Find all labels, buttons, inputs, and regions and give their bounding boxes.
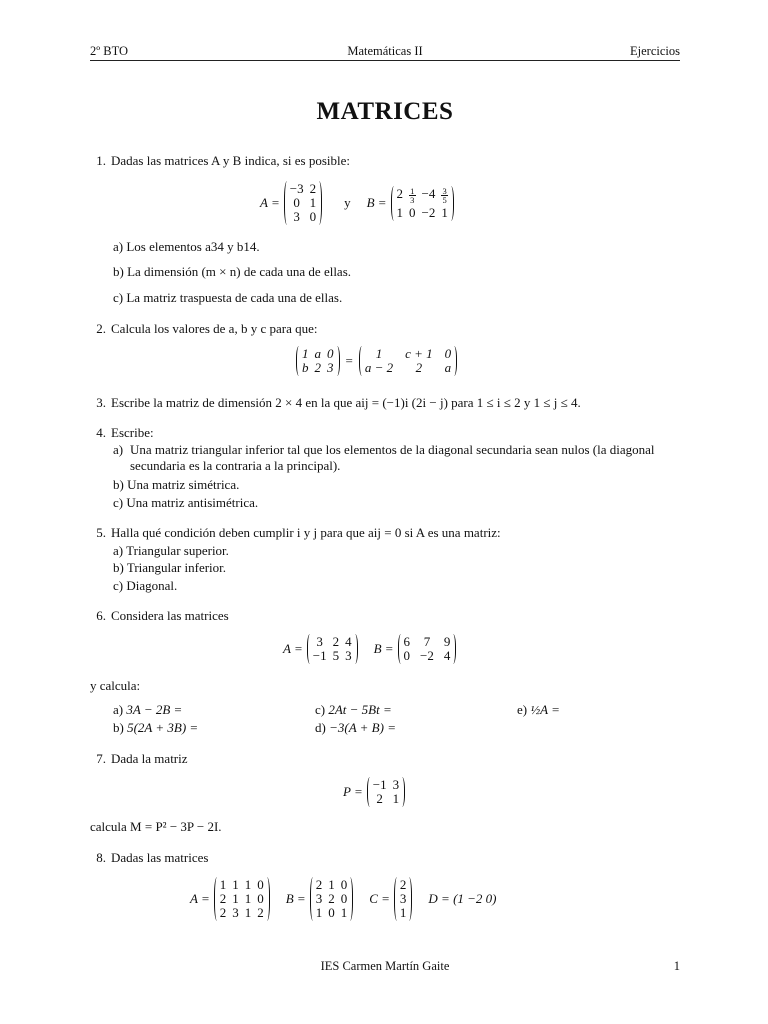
item-text: La dimensión (m × n) de cada una de ellas. xyxy=(127,264,352,279)
matrix-entry: 1 xyxy=(399,905,407,920)
matrix-left xyxy=(296,346,340,376)
ex7-matrix xyxy=(343,776,405,808)
item-label: c) xyxy=(113,495,124,510)
ex4-item-a-text: Una matriz triangular inferior tal que los elementos de la diagonal secundaria sean nulos (la diagonal secundaria es la contraria a la principal). xyxy=(130,442,655,473)
item-text: 5(2A + 3B) = xyxy=(127,720,199,735)
matrix-entry: 1 xyxy=(244,891,252,906)
matrix-a xyxy=(284,181,322,225)
exercise-text: Halla qué condición deben cumplir i y j para que aij = 0 si A es una matriz: xyxy=(111,525,501,540)
item-label: b) xyxy=(113,720,124,735)
ex8-matrices xyxy=(190,876,497,922)
matrix-entry: 1 xyxy=(328,877,335,892)
ex1-item-a xyxy=(113,239,260,255)
item-label: a) xyxy=(113,543,124,558)
matrix-entry: −2 xyxy=(420,648,434,663)
matrix-entry: 2 xyxy=(219,891,227,906)
ex4-item-c xyxy=(113,495,258,511)
ex6-item-d xyxy=(315,720,396,736)
exercise-text: Calcula los valores de a, b y c para que: xyxy=(111,321,318,336)
matrix-b-label: B = xyxy=(373,641,394,656)
matrix-entry: 1 xyxy=(244,877,252,892)
matrix-entry: 0 xyxy=(403,648,411,663)
matrix-entry: 3 xyxy=(327,360,334,375)
matrix-entry: 2 xyxy=(314,360,321,375)
matrix-entry: 2 xyxy=(399,877,407,892)
matrix-b xyxy=(398,634,457,664)
matrix-entry: 0 xyxy=(340,891,348,906)
ex6-matrices xyxy=(283,633,456,665)
item-label: e) xyxy=(517,702,528,717)
matrix-a xyxy=(214,877,270,921)
matrix-entry: 2 xyxy=(328,891,335,906)
item-label: b) xyxy=(113,264,124,279)
item-text: 3A − 2B = xyxy=(126,702,183,717)
matrix-entry: 7 xyxy=(423,634,431,649)
ex6-item-e xyxy=(517,702,560,718)
matrix-entry: 0 xyxy=(444,346,452,361)
exercise-number: 7. xyxy=(96,751,106,766)
matrix-entry: 1 xyxy=(441,204,448,220)
matrix-entry: 1 xyxy=(302,346,309,361)
ex4-item-a-label: a) xyxy=(113,442,124,457)
ex6-item-c xyxy=(315,702,392,718)
ex2-equation xyxy=(296,345,457,377)
matrix-entry: 2 xyxy=(257,905,264,920)
ex5-item-a xyxy=(113,543,229,559)
matrix-entry: 3 xyxy=(232,905,239,920)
page-number: 1 xyxy=(673,959,680,973)
matrix-entry: 1 xyxy=(340,905,348,920)
footer-school: IES Carmen Martín Gaite xyxy=(320,959,450,973)
item-text: ½A = xyxy=(530,702,560,717)
matrix-entry: 0 xyxy=(309,209,317,224)
matrix-entry: 0 xyxy=(327,346,334,361)
item-label: c) xyxy=(113,578,124,593)
matrix-b-label: B = xyxy=(366,195,387,210)
matrix-entry: −2 xyxy=(421,204,436,220)
matrix-entry: 1 xyxy=(219,877,227,892)
matrix-entry: 4 xyxy=(443,648,451,663)
ex1-item-b xyxy=(113,264,351,280)
item-label: c) xyxy=(315,702,326,717)
matrix-entry: 5 xyxy=(332,648,340,663)
matrix-entry: 6 xyxy=(403,634,411,649)
matrix-entry: 2 xyxy=(332,634,340,649)
equals-sign: = xyxy=(345,353,353,368)
exercise-text: Escribe la matriz de dimensión 2 × 4 en la que aij = (−1)i (2i − j) para 1 ≤ i ≤ 2 y 1 ≤ j ≤ 4. xyxy=(111,395,581,410)
matrix-entry: 2 xyxy=(309,181,317,196)
matrix-entry: 3 xyxy=(399,891,407,906)
ex5-item-b xyxy=(113,560,226,576)
matrix-entry: 2 xyxy=(396,185,404,201)
exercise-number: 3. xyxy=(96,395,106,410)
matrix-b xyxy=(310,877,354,921)
matrix-a-label: A = xyxy=(190,891,210,906)
exercise-number: 8. xyxy=(96,850,106,865)
matrix-entry: −1 xyxy=(312,648,327,663)
header-subject: Matemáticas II xyxy=(347,44,423,58)
exercise-text: Dadas las matrices xyxy=(111,850,209,865)
header-section: Ejercicios xyxy=(630,44,680,58)
item-text: Triangular inferior. xyxy=(126,560,227,575)
matrix-entry: c + 1 xyxy=(405,346,433,361)
matrix-entry: 0 xyxy=(257,877,264,892)
item-text: Diagonal. xyxy=(126,578,178,593)
matrix-entry: 1 xyxy=(232,891,239,906)
exercise-text: Dadas las matrices A y B indica, si es posible: xyxy=(111,153,351,168)
matrix-a xyxy=(307,634,358,664)
matrix-entry: 3 5 xyxy=(442,185,447,205)
matrix-entry: 0 xyxy=(409,204,416,220)
exercise-number: 5. xyxy=(96,525,106,540)
matrix-entry: −4 xyxy=(421,185,436,201)
exercise-number: 2. xyxy=(96,321,106,336)
item-label: d) xyxy=(315,720,326,735)
matrix-entry: 1 xyxy=(232,877,239,892)
matrix-p-label: P = xyxy=(343,784,363,799)
matrix-c-label: C = xyxy=(369,891,390,906)
exercise-text: Dada la matriz xyxy=(111,751,188,766)
matrix-p xyxy=(367,777,405,807)
matrix-entry: 2 xyxy=(415,360,423,375)
matrix-entry: 3 xyxy=(315,891,323,906)
ex4-item-b xyxy=(113,477,239,493)
matrix-entry: 1 xyxy=(396,204,404,220)
matrix-entry: 1 xyxy=(244,905,252,920)
exercise-text: Escribe: xyxy=(111,425,154,440)
matrix-b xyxy=(391,186,454,221)
matrix-entry: 3 xyxy=(293,209,300,224)
matrix-entry: 0 xyxy=(293,195,300,210)
ex6-item-a xyxy=(113,702,182,718)
matrix-a-label: A = xyxy=(260,195,280,210)
item-text: 2At − 5Bt = xyxy=(328,702,392,717)
matrix-entry: b xyxy=(302,360,309,375)
item-text: Triangular superior. xyxy=(126,543,229,558)
matrix-entry: 1 xyxy=(309,195,317,210)
exercise-number: 4. xyxy=(96,425,106,440)
exercise-number: 1. xyxy=(96,153,106,168)
matrix-entry: −3 xyxy=(289,181,304,196)
matrix-entry: 0 xyxy=(257,891,264,906)
matrix-entry: a − 2 xyxy=(364,360,394,375)
matrix-c xyxy=(394,877,413,921)
matrix-entry: 2 xyxy=(219,905,227,920)
item-label: a) xyxy=(113,239,124,254)
item-text: Una matriz antisimétrica. xyxy=(126,495,259,510)
matrix-entry: 1 xyxy=(392,791,400,806)
matrix-entry: 2 xyxy=(315,877,323,892)
matrix-entry: 3 xyxy=(392,777,400,792)
ex6-calc: y calcula: xyxy=(90,678,141,693)
matrix-entry: 3 xyxy=(345,648,352,663)
matrix-entry: a xyxy=(314,346,321,361)
page-title: MATRICES xyxy=(316,98,454,125)
item-label: b) xyxy=(113,477,124,492)
conjunction-y: y xyxy=(344,195,351,210)
item-text: Los elementos a34 y b14. xyxy=(126,239,260,254)
matrix-right xyxy=(359,346,457,376)
matrix-entry: 9 xyxy=(443,634,451,649)
matrix-entry: 4 xyxy=(345,634,352,649)
page-header xyxy=(90,44,680,61)
header-course: 2º BTO xyxy=(90,44,129,58)
matrix-entry: 1 xyxy=(315,905,323,920)
matrix-entry: 0 xyxy=(340,877,348,892)
matrix-entry: 3 xyxy=(316,634,323,649)
matrix-entry: 2 xyxy=(376,791,383,806)
ex1-matrices xyxy=(260,180,454,226)
exercise-number: 6. xyxy=(96,608,106,623)
matrix-a-label: A = xyxy=(283,641,303,656)
ex5-item-c xyxy=(113,578,177,594)
ex6-item-b xyxy=(113,720,198,736)
matrix-entry: a xyxy=(444,360,452,375)
matrix-entry: 1 3 xyxy=(410,185,415,205)
ex1-item-c xyxy=(113,290,342,306)
matrix-entry: 1 xyxy=(375,346,383,361)
item-text: −3(A + B) = xyxy=(329,720,396,735)
matrix-entry: 0 xyxy=(328,905,335,920)
ex7-calc: calcula M = P² − 3P − 2I. xyxy=(90,819,222,834)
matrix-b-label: B = xyxy=(285,891,306,906)
exercise-text: Considera las matrices xyxy=(111,608,229,623)
matrix-d: D = (1 −2 0) xyxy=(428,891,497,906)
matrix-entry: −1 xyxy=(372,777,387,792)
item-label: a) xyxy=(113,702,124,717)
item-text: Una matriz simétrica. xyxy=(127,477,240,492)
item-label: c) xyxy=(113,290,124,305)
item-label: b) xyxy=(113,560,124,575)
item-text: La matriz traspuesta de cada una de ellas. xyxy=(126,290,343,305)
